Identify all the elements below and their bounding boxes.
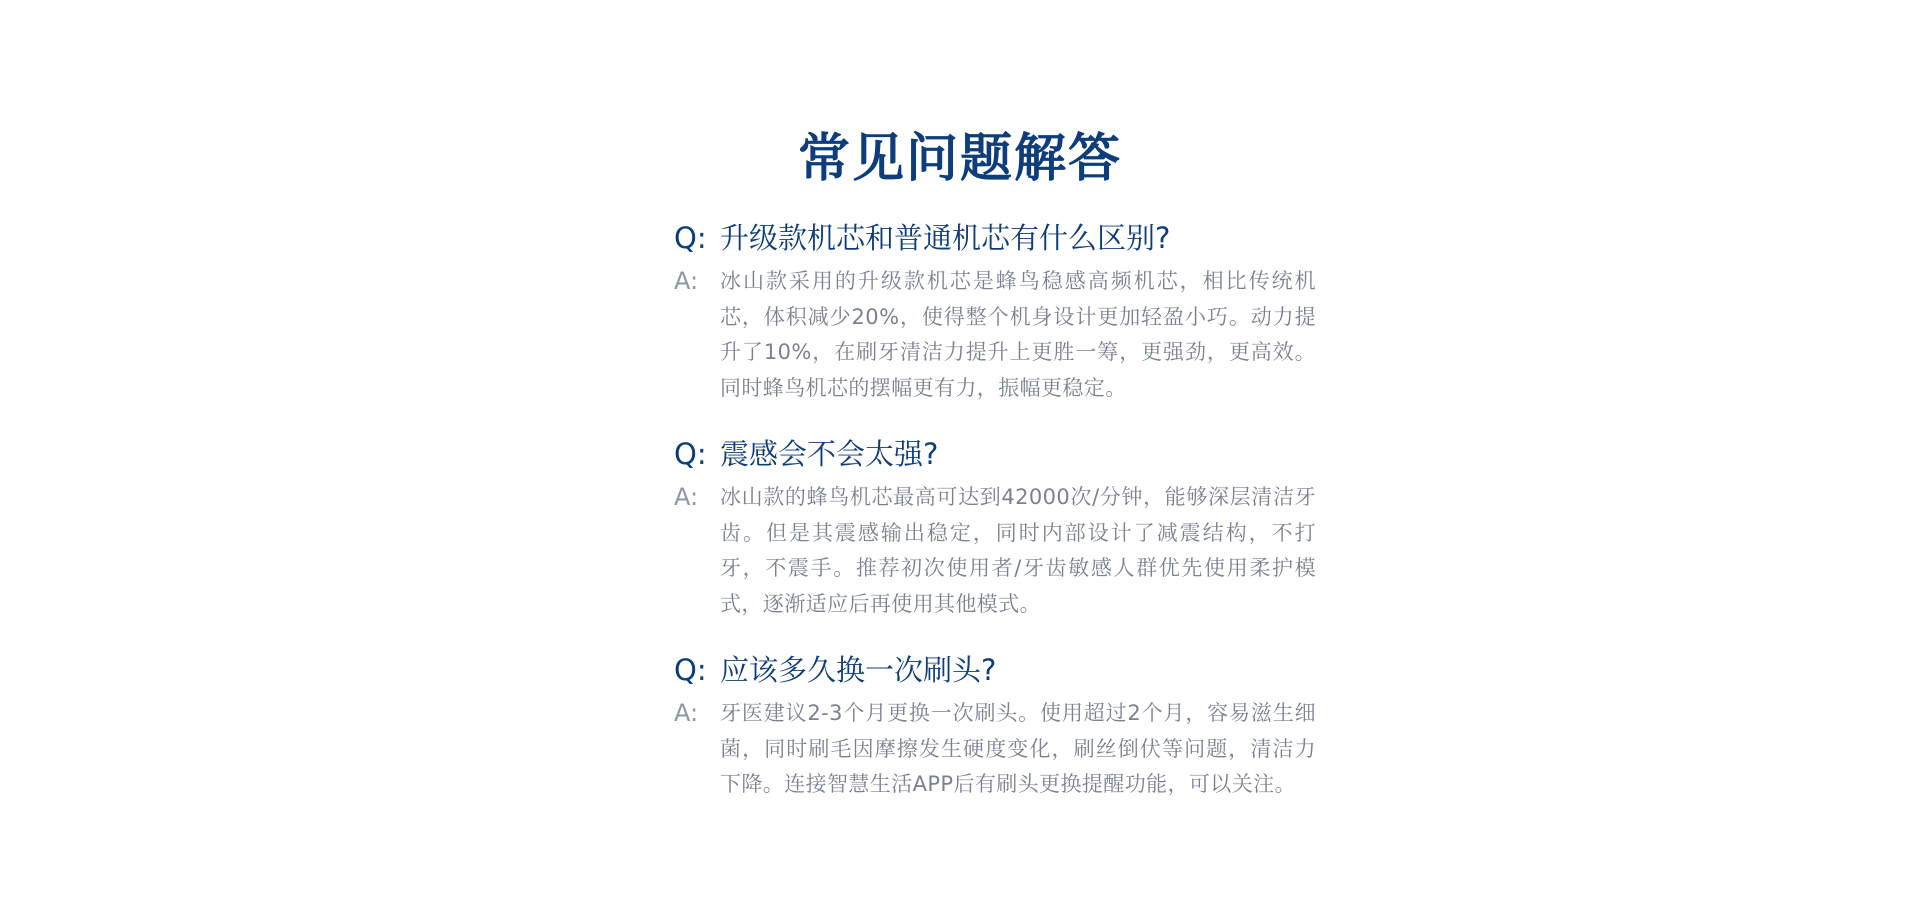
answer-row [674,264,1334,406]
answer-text: 冰山款采用的升级款机芯是蜂鸟稳感高频机芯，相比传统机芯，体积减少20%，使得整个机身设计更加轻盈小巧。动力提升了10%，在刷牙清洁力提升上更胜一筹，更强劲，更高效。同时蜂鸟机芯的摆幅更有力，振幅更稳定。 [720,269,1316,400]
question-text: 应该多久换一次刷头? [720,653,997,687]
question-row [674,218,1334,258]
answer-marker: A: [674,267,699,295]
answer-marker: A: [674,699,699,727]
question-text: 震感会不会太强? [720,437,939,471]
faq-list [674,218,1334,831]
question-marker: Q: [674,653,707,687]
answer-text: 牙医建议2-3个月更换一次刷头。使用超过2个月，容易滋生细菌，同时刷毛因摩擦发生硬度变化，刷丝倒伏等问题，清洁力下降。连接智慧生活APP后有刷头更换提醒功能，可以关注。 [720,701,1316,796]
answer-row [674,696,1334,803]
faq-item [674,218,1334,406]
page-title: 常见问题解答 [797,128,1122,189]
question-text: 升级款机芯和普通机芯有什么区别? [720,221,1171,255]
answer-marker: A: [674,483,699,511]
question-row [674,650,1334,690]
faq-item [674,650,1334,803]
question-marker: Q: [674,221,707,255]
question-marker: Q: [674,437,707,471]
question-row [674,434,1334,474]
answer-row [674,480,1334,622]
faq-item [674,434,1334,622]
answer-text: 冰山款的蜂鸟机芯最高可达到42000次/分钟，能够深层清洁牙齿。但是其震感输出稳定，同时内部设计了减震结构，不打牙，不震手。推荐初次使用者/牙齿敏感人群优先使用柔护模式，逐渐适应后再使用其他模式。 [720,485,1316,616]
